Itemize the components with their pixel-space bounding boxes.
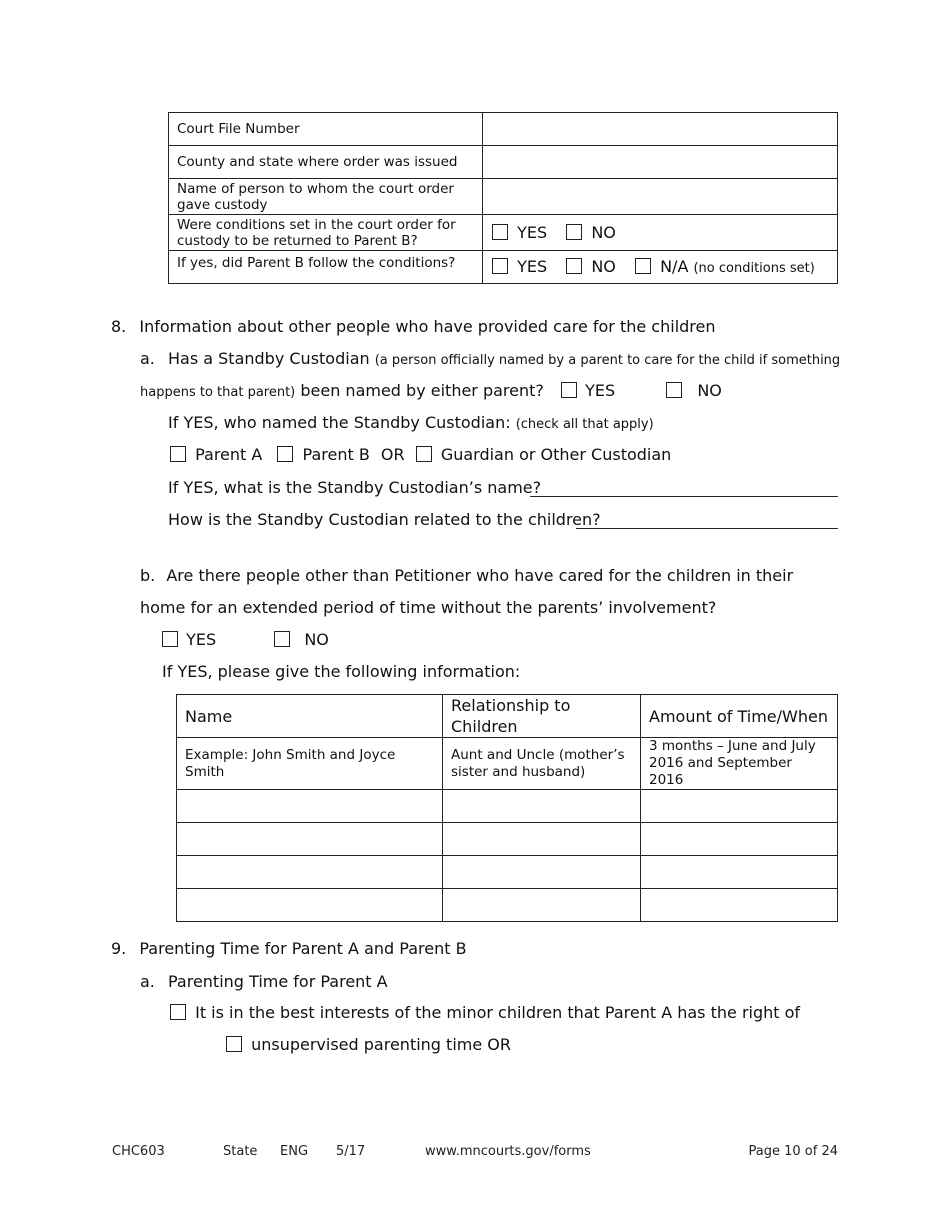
- relationship-cell[interactable]: [443, 790, 641, 823]
- standby-name-question: If YES, what is the Standby Custodian’s name?: [168, 478, 542, 497]
- followed-na-label: N/A: [660, 256, 689, 276]
- who-named-note: (check all that apply): [515, 417, 654, 432]
- unsupervised-label: unsupervised parenting time OR: [251, 1035, 511, 1054]
- table-row: [177, 823, 838, 856]
- section-9-number: 9.: [111, 939, 127, 958]
- name-cell[interactable]: [177, 790, 443, 823]
- section-8a-question-line1: [140, 349, 840, 368]
- named-by-parent-b-label: Parent B: [302, 445, 370, 464]
- relationship-cell[interactable]: [443, 856, 641, 889]
- other-caregivers-no-label: NO: [304, 630, 329, 649]
- relationship-cell[interactable]: [443, 889, 641, 922]
- section-8a-question-small2: happens to that parent): [140, 385, 296, 400]
- who-named-line: [168, 413, 654, 432]
- standby-no-checkbox[interactable]: [666, 382, 682, 398]
- section-8a-question-small: (a person officially named by a parent to care for the child if something: [374, 353, 841, 368]
- column-header-time: Amount of Time/When: [641, 695, 838, 738]
- standby-yes-checkbox[interactable]: [561, 382, 577, 398]
- parent-a-right-statement: [170, 1003, 800, 1022]
- standby-related-question: How is the Standby Custodian related to the children?: [168, 510, 601, 529]
- section-8-heading: [111, 317, 716, 336]
- footer-state: State: [223, 1144, 258, 1159]
- followed-conditions-label: If yes, did Parent B follow the conditions?: [169, 251, 483, 284]
- unsupervised-checkbox[interactable]: [226, 1036, 242, 1052]
- followed-no-checkbox[interactable]: [566, 258, 582, 274]
- named-by-parent-a-checkbox[interactable]: [170, 446, 186, 462]
- parent-a-right-checkbox[interactable]: [170, 1004, 186, 1020]
- who-named-question: If YES, who named the Standby Custodian:: [168, 413, 511, 432]
- conditions-set-options: [483, 215, 838, 251]
- followed-na-checkbox[interactable]: [635, 258, 651, 274]
- section-8-title: Information about other people who have provided care for the children: [139, 317, 716, 336]
- custody-person-label: Name of person to whom the court order gave custody: [169, 179, 483, 215]
- section-9a-heading: [140, 972, 388, 991]
- example-name: Example: John Smith and Joyce Smith: [177, 738, 443, 790]
- followed-conditions-options: [483, 251, 838, 284]
- time-cell[interactable]: [641, 889, 838, 922]
- standby-no-label: NO: [697, 381, 722, 400]
- conditions-no-label: NO: [591, 223, 616, 242]
- footer-date: 5/17: [336, 1144, 366, 1159]
- section-8b-question-line1: [140, 566, 793, 585]
- unsupervised-option: [226, 1035, 511, 1054]
- section-9a-letter: a.: [140, 972, 155, 991]
- table-row: [177, 889, 838, 922]
- conditions-yes-label: YES: [517, 223, 548, 242]
- relationship-cell[interactable]: [443, 823, 641, 856]
- footer-form-code: CHC603: [112, 1144, 165, 1159]
- section-9-title: Parenting Time for Parent A and Parent B: [139, 939, 467, 958]
- conditions-no-checkbox[interactable]: [566, 224, 582, 240]
- section-8-number: 8.: [111, 317, 127, 336]
- court-file-number-label: Court File Number: [169, 113, 483, 146]
- named-by-parent-a-label: Parent A: [195, 445, 263, 464]
- section-8a-question-end: been named by either parent?: [300, 381, 544, 400]
- other-caregivers-yes-label: YES: [186, 630, 217, 649]
- named-by-guardian-checkbox[interactable]: [416, 446, 432, 462]
- county-state-label: County and state where order was issued: [169, 146, 483, 179]
- conditions-yes-checkbox[interactable]: [492, 224, 508, 240]
- example-relationship: Aunt and Uncle (mother’s sister and husband): [443, 738, 641, 790]
- column-header-name: Name: [177, 695, 443, 738]
- standby-name-line: [168, 478, 541, 497]
- standby-related-line: [168, 510, 601, 529]
- court-order-table: [168, 112, 838, 284]
- section-8b-question-line2: home for an extended period of time without the parents’ involvement?: [140, 598, 717, 617]
- section-8a-letter: a.: [140, 349, 155, 368]
- example-time: 3 months – June and July 2016 and September 2016: [641, 738, 838, 790]
- name-cell[interactable]: [177, 856, 443, 889]
- county-state-field[interactable]: [483, 146, 838, 179]
- section-8b-letter: b.: [140, 566, 156, 585]
- followed-yes-checkbox[interactable]: [492, 258, 508, 274]
- time-cell[interactable]: [641, 790, 838, 823]
- followed-no-label: NO: [591, 256, 616, 276]
- standby-related-field[interactable]: [576, 511, 838, 529]
- section-8a-question-start: Has a Standby Custodian: [167, 349, 370, 368]
- named-by-guardian-label: Guardian or Other Custodian: [440, 445, 672, 464]
- table-row: [177, 790, 838, 823]
- footer-page-number: Page 10 of 24: [748, 1144, 838, 1159]
- footer-url[interactable]: www.mncourts.gov/forms: [425, 1144, 591, 1159]
- other-caregivers-options: [162, 630, 329, 649]
- followed-na-note: (no conditions set): [693, 260, 815, 276]
- or-label: OR: [380, 445, 405, 464]
- name-cell[interactable]: [177, 823, 443, 856]
- table-row: [177, 856, 838, 889]
- footer-language: ENG: [280, 1144, 309, 1159]
- followed-yes-label: YES: [517, 256, 548, 276]
- section-8a-question-line2: [140, 381, 544, 400]
- name-cell[interactable]: [177, 889, 443, 922]
- standby-named-options: [561, 381, 722, 400]
- custody-person-field[interactable]: [483, 179, 838, 215]
- other-caregivers-instructions: If YES, please give the following information:: [162, 662, 521, 681]
- section-9-heading: [111, 939, 467, 958]
- named-by-parent-b-checkbox[interactable]: [277, 446, 293, 462]
- who-named-options: [170, 445, 671, 464]
- standby-yes-label: YES: [585, 381, 616, 400]
- other-caregivers-yes-checkbox[interactable]: [162, 631, 178, 647]
- conditions-set-label: Were conditions set in the court order for custody to be returned to Parent B?: [169, 215, 483, 251]
- parent-a-right-label: It is in the best interests of the minor children that Parent A has the right of: [195, 1003, 801, 1022]
- standby-name-field[interactable]: [530, 479, 838, 497]
- section-8b-question-line1-text: Are there people other than Petitioner who have cared for the children in their: [166, 566, 794, 585]
- time-cell[interactable]: [641, 856, 838, 889]
- time-cell[interactable]: [641, 823, 838, 856]
- section-9a-title: Parenting Time for Parent A: [167, 972, 388, 991]
- caregivers-table: [176, 694, 838, 922]
- other-caregivers-no-checkbox[interactable]: [274, 631, 290, 647]
- court-file-number-field[interactable]: [483, 113, 838, 146]
- column-header-relationship: Relationship to Children: [443, 695, 641, 738]
